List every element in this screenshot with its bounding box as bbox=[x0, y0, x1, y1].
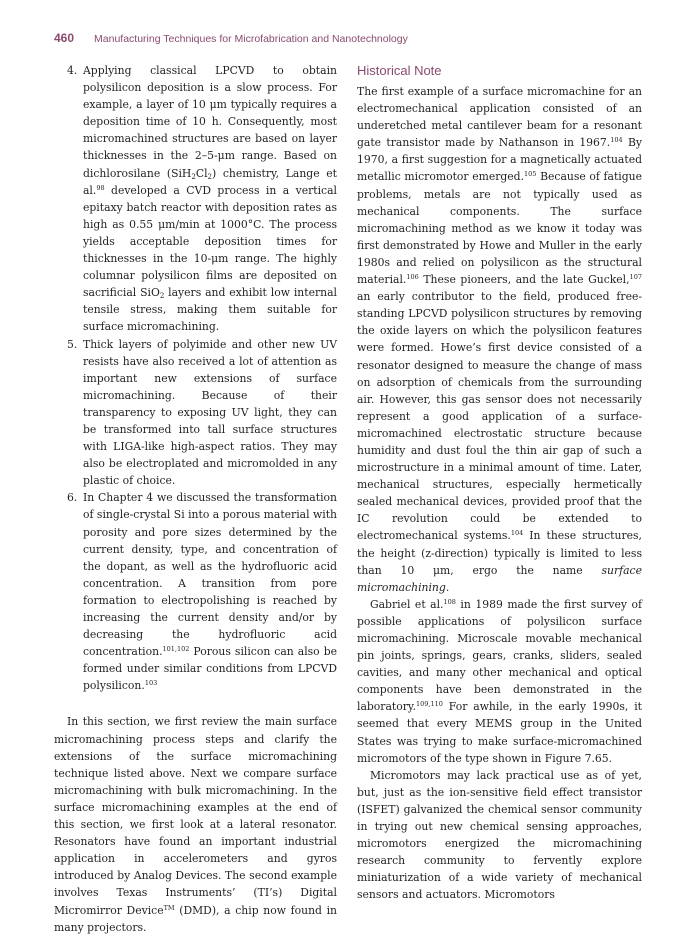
list-item bbox=[54, 489, 337, 694]
list-text: developed a CVD process in a vertical epitaxy batch reactor with deposition rates as high as 0.55 μm/min at 1000°C. The process yields acceptable deposition times for thicknesses in the 10-μm range. The highly columnar polysilicon films are deposited on sacrificial SiO bbox=[83, 183, 337, 300]
paragraph-text: . bbox=[445, 580, 450, 594]
paragraph-text: Gabriel et al. bbox=[370, 597, 444, 611]
list-item bbox=[54, 62, 337, 336]
paragraph-text: Because of fatigue problems, metals are not typically used as mechanical components. The surface micromachining method as we know it today was first demonstrated by Howe and Muller in the early 1980s and relied on polysilicon as the structural material. bbox=[357, 170, 642, 287]
subscript: 2 bbox=[159, 292, 165, 301]
body-paragraph bbox=[54, 713, 337, 935]
citation-superscript: 108 bbox=[443, 597, 456, 606]
paragraph-text: an early contributor to the field, produced free-standing LPCVD polysilicon structures by removing the oxide layers on which the polysilicon features were formed. Howe’s first device consisted of a resonator designed to measure the change of mass on adsorption of chemicals from the surrounding air. However, this gas sensor does not necessarily represent a good application of a surface-micromachined electrostatic structure because humidity and dust foul the thin air gap of such a microstructure in a minimal amount of time. Later, mechanical structures, especially hermetically sealed mechanical devices, provided proof that the IC revolution could be extended to electromechanical systems. bbox=[357, 290, 642, 543]
list-text: ) chemistry, Lange et al. bbox=[83, 166, 337, 197]
body-paragraph bbox=[357, 83, 642, 596]
list-text: Applying classical LPCVD to obtain polysilicon deposition is a slow process. For example, a layer of 10 μm typically requires a deposition time of 10 h. Consequently, most micromachined structures are based on layer thicknesses in the 2–5-μm range. Based on dichlorosilane (SiH bbox=[83, 64, 337, 180]
list-text: Cl bbox=[195, 166, 208, 180]
subscript: 2 bbox=[191, 172, 196, 181]
running-title: Manufacturing Techniques for Microfabrication and Nanotechnology bbox=[94, 33, 408, 45]
citation-superscript: 107 bbox=[629, 273, 642, 282]
paragraph-text: The first example of a surface micromachine for an electromechanical application consisted of an underetched metal cantilever beam for a resonant gate transistor made by Nathanson in 1967. bbox=[357, 85, 642, 150]
section-heading: Historical Note bbox=[357, 63, 442, 78]
citation-superscript: 109,110 bbox=[416, 700, 443, 709]
paragraph-text: For awhile, in the early 1990s, it seemed that every MEMS group in the United States was trying to make surface-micromachined micromotors of the type shown in Figure 7.65. bbox=[357, 700, 642, 765]
right-column bbox=[357, 62, 642, 904]
paragraph-text: In these structures, the height (z-direction) typically is limited to less than 10 μm, ergo the name bbox=[357, 529, 642, 577]
body-paragraph bbox=[357, 596, 642, 767]
list-item-number: 6. bbox=[67, 491, 78, 505]
list-text: Thick layers of polyimide and other new UV resists have also received a lot of attention as important new extensions of surface micromachining. Because of their transparency to exposing UV light, they can be transformed into tall surface structures with LIGA-like high-aspect ratios. They may also be electroplated and micromolded in any plastic of choice. bbox=[83, 337, 337, 488]
body-paragraph bbox=[357, 767, 642, 904]
paragraph-text: By 1970, a first suggestion for a magnetically actuated metallic micromotor emerged. bbox=[357, 136, 642, 184]
list-item-number: 4. bbox=[67, 64, 78, 77]
paragraph-text: In this section, we first review the main surface micromachining process steps and clarify the extensions of the surface micromachining technique listed above. Next we compare surface micromachining with bulk micromachining. In the surface micromachining examples at the end of this section, we first look at a lateral resonator. Resonators have found an important industrial application in accelerometers and gyros introduced by Analog Devices. The second example involves Texas Instruments’ (TI’s) Digital Micromirror Device bbox=[54, 715, 337, 917]
page-number: 460 bbox=[54, 31, 75, 45]
numbered-list bbox=[54, 62, 337, 694]
emphasis-term: surface micromachining bbox=[357, 563, 642, 594]
list-item-number: 5. bbox=[67, 337, 78, 351]
citation-superscript: 104 bbox=[610, 136, 623, 145]
list-item bbox=[54, 336, 337, 490]
paragraph-text: Micromotors may lack practical use as of yet, but, just as the ion-sensitive field effect transistor (ISFET) galvanized the chemical sensor community in trying out new chemical sensing approaches, micromotors energized the micromachining research community to fervently explore miniaturization of a wide variety of mechanical sensors and actuators. Micromotors bbox=[357, 768, 642, 902]
citation-superscript: 103 bbox=[144, 679, 158, 688]
citation-superscript: 104 bbox=[510, 529, 524, 538]
paragraph-text: (DMD), a chip now found in many projectors. bbox=[54, 903, 337, 934]
citation-superscript: 105 bbox=[524, 170, 537, 179]
paragraph-text: These pioneers, and the late Guckel, bbox=[418, 273, 630, 287]
list-text: layers and exhibit low internal tensile stress, making them suitable for surface micromachining. bbox=[83, 286, 337, 334]
citation-superscript: 106 bbox=[406, 273, 419, 282]
subscript: 2 bbox=[207, 172, 212, 181]
list-text: In Chapter 4 we discussed the transformation of single-crystal Si into a porous material with porosity and pore sizes determined by the current density, type, and concentration of the dopant, as well as the hydrofluoric acid concentration. A transition from pore formation to electropolishing is reached by increasing the current density and/or by decreasing the hydrofluoric acid concentration. bbox=[83, 491, 337, 659]
running-header bbox=[54, 31, 654, 47]
citation-superscript: 101,102 bbox=[162, 645, 190, 654]
list-text: Porous silicon can also be formed under similar conditions from LPCVD polysilicon. bbox=[83, 645, 337, 693]
trademark-superscript: TM bbox=[163, 903, 175, 912]
left-column bbox=[54, 62, 337, 936]
citation-superscript: 98 bbox=[96, 183, 105, 192]
paragraph-text: in 1989 made the first survey of possible applications of polysilicon surface micromachining. Microscale movable mechanical pin joints, springs, gears, cranks, sliders, sealed cavities, and many other mechanical and optical components have been demonstrated in the laboratory. bbox=[357, 597, 642, 714]
